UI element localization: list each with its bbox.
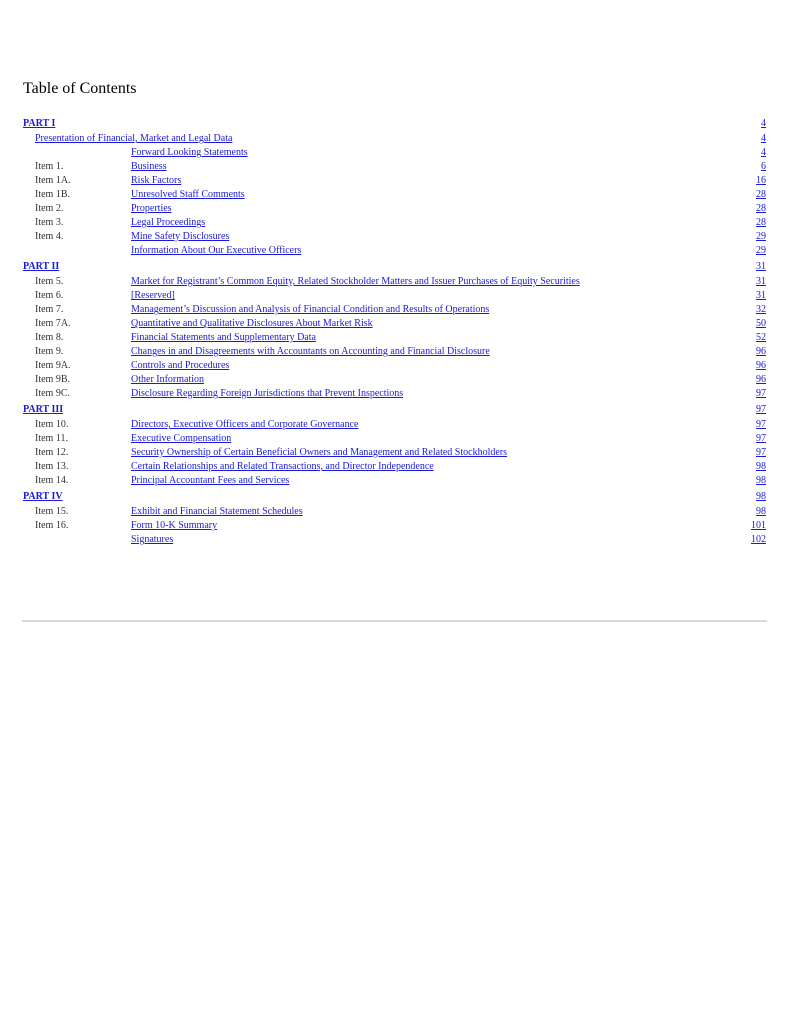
page-number-link[interactable]: 97 <box>756 419 766 430</box>
toc-item-link[interactable]: Properties <box>131 203 172 214</box>
item-number: Item 10. <box>35 419 69 430</box>
page-number-link[interactable]: 28 <box>756 217 766 228</box>
page-title: Table of Contents <box>23 80 137 97</box>
toc-row <box>0 202 791 216</box>
page-number-link[interactable]: 29 <box>756 231 766 242</box>
page-number-link[interactable]: 4 <box>761 118 766 129</box>
part-link[interactable]: PART II <box>23 261 60 272</box>
item-number: Item 6. <box>35 290 64 301</box>
toc-row <box>0 146 791 160</box>
page-number-link[interactable]: 29 <box>756 245 766 256</box>
page-number-link[interactable]: 98 <box>756 491 766 502</box>
page-number-link[interactable]: 31 <box>756 276 766 287</box>
item-number: Item 1B. <box>35 189 70 200</box>
toc-item-link[interactable]: Business <box>131 161 167 172</box>
part-link[interactable]: PART IV <box>23 491 63 502</box>
toc-row <box>0 317 791 331</box>
item-number: Item 12. <box>35 447 69 458</box>
item-number: Item 7A. <box>35 318 71 329</box>
toc-item-link[interactable]: Principal Accountant Fees and Services <box>131 475 290 486</box>
toc-item-link[interactable]: Financial Statements and Supplementary Data <box>131 332 316 343</box>
toc-row <box>0 230 791 244</box>
toc-row <box>0 418 791 432</box>
toc-item-link[interactable]: [Reserved] <box>131 290 175 301</box>
toc-item-link[interactable]: Legal Proceedings <box>131 217 206 228</box>
toc-row <box>0 132 791 146</box>
toc-row <box>0 373 791 387</box>
page-number-link[interactable]: 28 <box>756 189 766 200</box>
toc-item-link[interactable]: Disclosure Regarding Foreign Jurisdictions that Prevent Inspections <box>131 388 404 399</box>
page-number-link[interactable]: 96 <box>756 346 766 357</box>
toc-item-link[interactable]: Certain Relationships and Related Transactions, and Director Independence <box>131 461 434 472</box>
part-heading-row <box>0 260 791 275</box>
item-number: Item 3. <box>35 217 64 228</box>
toc-item-link[interactable]: Quantitative and Qualitative Disclosures About Market Risk <box>131 318 373 329</box>
part-heading-row <box>0 403 791 418</box>
toc-item-link[interactable]: Other Information <box>131 374 205 385</box>
toc-row <box>0 289 791 303</box>
toc-section-link[interactable]: Presentation of Financial, Market and Legal Data <box>35 133 233 144</box>
toc-row <box>0 533 791 547</box>
toc-row <box>0 519 791 533</box>
item-number: Item 5. <box>35 276 64 287</box>
toc-item-link[interactable]: Exhibit and Financial Statement Schedules <box>131 506 303 517</box>
toc-row <box>0 505 791 519</box>
page-number-link[interactable]: 31 <box>756 290 766 301</box>
toc-item-link[interactable]: Mine Safety Disclosures <box>131 231 230 242</box>
page-number-link[interactable]: 16 <box>756 175 766 186</box>
page-number-link[interactable]: 98 <box>756 461 766 472</box>
item-number: Item 4. <box>35 231 64 242</box>
page-number-link[interactable]: 28 <box>756 203 766 214</box>
toc-item-link[interactable]: Unresolved Staff Comments <box>131 189 245 200</box>
page-number-link[interactable]: 98 <box>756 506 766 517</box>
toc-item-link[interactable]: Controls and Procedures <box>131 360 230 371</box>
item-number: Item 11. <box>35 433 68 444</box>
toc-item-link[interactable]: Executive Compensation <box>131 433 232 444</box>
toc-row <box>0 359 791 373</box>
toc-row <box>0 460 791 474</box>
toc-row <box>0 387 791 401</box>
toc-item-link[interactable]: Management’s Discussion and Analysis of Financial Condition and Results of Operations <box>131 304 490 315</box>
item-number: Item 9A. <box>35 360 71 371</box>
toc-item-link[interactable]: Market for Registrant’s Common Equity, Related Stockholder Matters and Issuer Purchases of Equity Securities <box>131 276 580 287</box>
item-number: Item 16. <box>35 520 69 531</box>
item-number: Item 15. <box>35 506 69 517</box>
toc-item-link[interactable]: Form 10-K Summary <box>131 520 218 531</box>
toc-item-link[interactable]: Risk Factors <box>131 175 182 186</box>
item-number: Item 9C. <box>35 388 70 399</box>
page-number-link[interactable]: 50 <box>756 318 766 329</box>
item-number: Item 13. <box>35 461 69 472</box>
page-number-link[interactable]: 97 <box>756 433 766 444</box>
toc-row <box>0 474 791 488</box>
page-number-link[interactable]: 4 <box>761 147 766 158</box>
page-number-link[interactable]: 31 <box>756 261 766 272</box>
item-number: Item 1. <box>35 161 64 172</box>
toc-item-link[interactable]: Security Ownership of Certain Beneficial Owners and Management and Related Stockholders <box>131 447 508 458</box>
toc-row <box>0 331 791 345</box>
page-number-link[interactable]: 96 <box>756 360 766 371</box>
page-number-link[interactable]: 101 <box>751 520 766 531</box>
toc-row <box>0 432 791 446</box>
item-number: Item 7. <box>35 304 64 315</box>
toc-row <box>0 244 791 258</box>
toc-row <box>0 174 791 188</box>
item-number: Item 2. <box>35 203 64 214</box>
page-number-link[interactable]: 32 <box>756 304 766 315</box>
item-number: Item 8. <box>35 332 64 343</box>
page-number-link[interactable]: 97 <box>756 388 766 399</box>
item-number: Item 14. <box>35 475 69 486</box>
toc-row <box>0 160 791 174</box>
page-number-link[interactable]: 6 <box>761 161 766 172</box>
item-number: Item 9. <box>35 346 64 357</box>
toc-item-link[interactable]: Information About Our Executive Officers <box>131 245 302 256</box>
page-number-link[interactable]: 4 <box>761 133 766 144</box>
page-number-link[interactable]: 52 <box>756 332 766 343</box>
toc-item-link[interactable]: Directors, Executive Officers and Corporate Governance <box>131 419 359 430</box>
toc-row <box>0 303 791 317</box>
item-number: Item 9B. <box>35 374 70 385</box>
item-number: Item 1A. <box>35 175 71 186</box>
toc-item-link[interactable]: Changes in and Disagreements with Accountants on Accounting and Financial Disclosure <box>131 346 490 357</box>
toc-row <box>0 275 791 289</box>
part-heading-row <box>0 117 791 132</box>
table-of-contents <box>0 117 791 547</box>
page-number-link[interactable]: 97 <box>756 404 766 415</box>
toc-row <box>0 446 791 460</box>
toc-item-link[interactable]: Forward Looking Statements <box>131 147 248 158</box>
part-link[interactable]: PART III <box>23 404 64 415</box>
page-number-link[interactable]: 102 <box>751 534 766 545</box>
toc-row <box>0 345 791 359</box>
toc-item-link[interactable]: Signatures <box>131 534 174 545</box>
toc-row <box>0 188 791 202</box>
part-heading-row <box>0 490 791 505</box>
page-number-link[interactable]: 98 <box>756 475 766 486</box>
page-number-link[interactable]: 97 <box>756 447 766 458</box>
page-number-link[interactable]: 96 <box>756 374 766 385</box>
toc-row <box>0 216 791 230</box>
page-divider <box>22 620 767 622</box>
part-link[interactable]: PART I <box>23 118 56 129</box>
